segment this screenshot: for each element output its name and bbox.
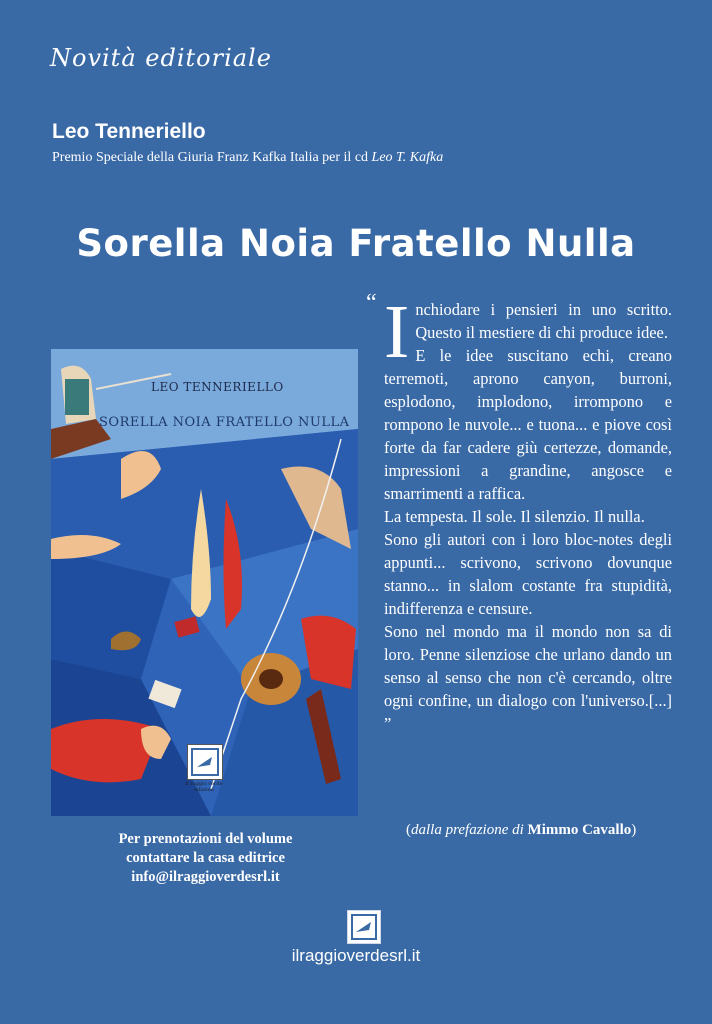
preface-quote (384, 290, 672, 735)
quote-first-paragraph (384, 290, 672, 374)
award-prefix: Premio Speciale della Giuria Franz Kafka Italia per il cd (52, 150, 372, 165)
author-name: Leo Tenneriello (52, 120, 206, 143)
book-cover (51, 349, 358, 816)
quote-credit (406, 822, 636, 839)
publisher-logo-icon (188, 745, 222, 779)
quote-paragraph-3: Sono gli autori con i loro bloc-notes degli appunti... scrivono, scrivono dovunque stanno... in slalom costante fra stupidità, indifferenza e censure. (384, 530, 672, 618)
cover-author: LEO TENNERIELLO (151, 380, 284, 394)
quote-open-mark: “ (366, 290, 377, 316)
kicker-heading: Novità editoriale (50, 44, 272, 72)
credit-close: ) (631, 822, 637, 838)
publisher-logo-icon (348, 911, 380, 943)
quote-paragraph-2: La tempesta. Il sole. Il silenzio. Il nulla. (384, 507, 645, 526)
order-line-1: Per prenotazioni del volume (118, 831, 293, 847)
credit-prefix: dalla prefazione di (411, 822, 528, 838)
credit-name: Mimmo Cavallo (527, 822, 632, 838)
order-email[interactable]: info@ilraggioverdesrl.it (131, 869, 280, 885)
cover-publisher-name: il raggio verde edizioni (185, 781, 223, 793)
quote-first-lines: nchiodare i pensieri in uno scritto. Questo il mestiere di chi produce idee. (415, 300, 672, 342)
quote-paragraph-1: E le idee suscitano echi, creano terremoti, aprono canyon, burroni, esplodono, implodono, irrompono e rompono le nuvole... e tuona... e piove così forte da far cadere giù certezze, domande, impressioni a grandine, angosce e smarrimenti a raffica. (384, 346, 672, 503)
footer-publisher-logo (347, 910, 381, 944)
order-line-2: contattare la casa editrice (126, 850, 285, 866)
credit-open: ( (406, 822, 411, 838)
cover-publisher-logo (187, 744, 223, 780)
quote-paragraph-4: Sono nel mondo ma il mondo non sa di loro. Penne silenziose che urlano dando un senso al senso che non c'è cercando, oltre ogni confine, un dialogo con l'universo.[...] ” (384, 622, 672, 733)
quote-dropcap: I (384, 290, 410, 374)
award-album: Leo T. Kafka (371, 150, 444, 165)
footer-website[interactable]: ilraggioverdesrl.it (291, 946, 421, 965)
book-title: Sorella Noia Fratello Nulla (76, 222, 636, 265)
order-info (52, 830, 359, 887)
cover-title: SORELLA NOIA FRATELLO NULLA (99, 415, 350, 430)
award-line (52, 150, 443, 166)
